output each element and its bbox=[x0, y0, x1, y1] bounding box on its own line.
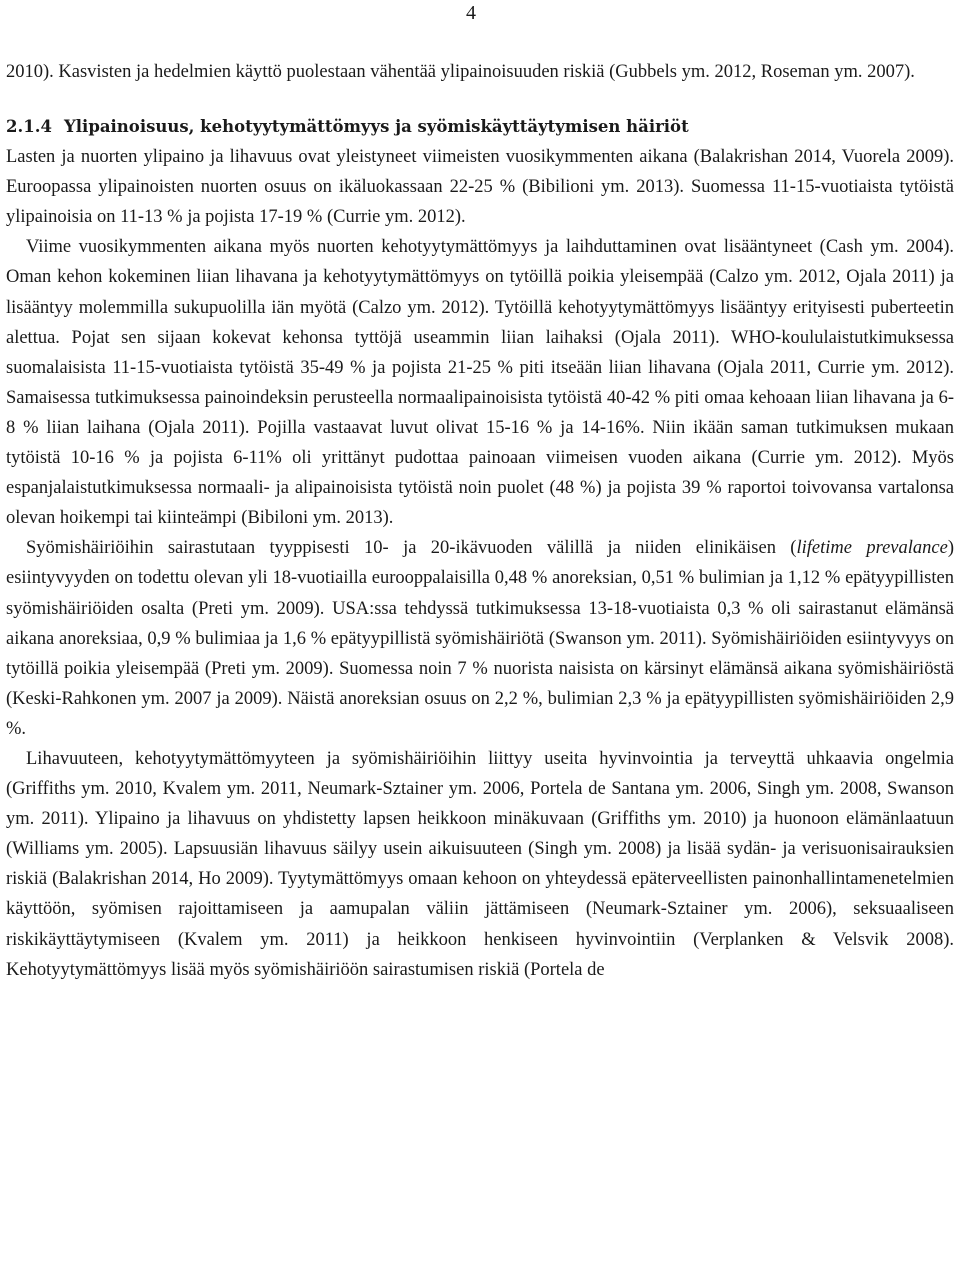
lifetime-prevalence-term: lifetime prevalance bbox=[796, 538, 948, 559]
section-heading bbox=[6, 112, 954, 142]
page-number: 4 bbox=[466, 2, 476, 24]
paragraph-body-dissatisfaction: Viime vuosikymmenten aikana myös nuorten kehotyytymättömyys ja laihduttaminen ovat lisääntyneet (Cash ym. 2004). Oman kehon kokeminen liian lihavana ja kehotyytymättömyys on tytöillä poikia yleisempää (Calzo ym. 2012, Ojala 2011) ja lisääntyy molemmilla sukupuolilla iän myötä (Calzo ym. 2012). Tytöillä kehotyytymättömyys lisääntyy erityisesti puberteetin alettua. Pojat sen sijaan kokevat kehonsa tyttöjä useammin liian laihaksi (Ojala 2011). WHO-koululaistutkimuksessa suomalaisista 11-15-vuotiaista tytöistä 35-49 % ja pojista 21-25 % piti itseään liian lihavana (Ojala 2011, Currie ym. 2012). Samaisessa tutkimuksessa painoindeksin perusteella normaalipainoisista tytöistä 40-42 % piti omaa kehoaan liian lihavana ja 6-8 % liian laihana (Ojala 2011). Pojilla vastaavat luvut olivat 15-16 % ja 14-16%. Niin ikään saman tutkimuksen mukaan tytöistä 10-16 % ja pojista 6-11% oli yrittänyt pudottaa painoaan viimeisen vuoden aikana (Currie ym. 2012). Myös espanjalaistutkimuksessa normaali- ja alipainoisista tytöistä noin puolet (48 %) ja pojista 39 % raportoi toivovansa vartalonsa olevan hoikempi tai kiinteämpi (Bibiloni ym. 2013). bbox=[6, 237, 954, 529]
paragraph-eating-disorders-start: Syömishäiriöihin sairastutaan tyyppisesti 10- ja 20-ikävuoden välillä ja niiden elinikäisen ( bbox=[26, 538, 797, 559]
section-number: 2.1.4 bbox=[6, 117, 52, 137]
paragraph-health-risks: Lihavuuteen, kehotyytymättömyyteen ja syömishäiriöihin liittyy useita hyvinvointia ja terveyttä uhkaavia ongelmia (Griffiths ym. 2010, Kvalem ym. 2011, Neumark-Sztainer ym. 2006, Portela de Santana ym. 2006, Singh ym. 2008, Swanson ym. 2011). Ylipaino ja lihavuus on yhdistetty lapsen heikkoon minäkuvaan (Griffiths ym. 2010) ja huonoon elämänlaatuun (Williams ym. 2005). Lapsuusiän lihavuus säilyy usein aikuisuuteen (Singh ym. 2008) ja lisää sydän- ja verisuonisairauksien riskiä (Balakrishan 2014, Ho 2009). Tyytymättömyys omaan kehoon on yhteydessä epäterveellisten painonhallintamenetelmien käyttöön, syömisen rajoittamiseen ja aamupalan väliin jättämiseen (Neumark-Sztainer ym. 2006), seksuaaliseen riskikäyttäytymiseen (Kvalem ym. 2011) ja heikkoon henkiseen hyvinvointiin (Verplanken & Velsvik 2008). Kehotyytymättömyys lisää myös syömishäiriöön sairastumisen riskiä (Portela de bbox=[6, 748, 954, 980]
intro-paragraph: 2010). Kasvisten ja hedelmien käyttö puolestaan vähentää ylipainoisuuden riskiä (Gubbels ym. 2012, Roseman ym. 2007). bbox=[6, 62, 915, 82]
section-spacer bbox=[6, 87, 954, 112]
section-title: Ylipainoisuus, kehotyytymättömyys ja syömiskäyttäytymisen häiriöt bbox=[64, 117, 689, 137]
paragraph-eating-disorders bbox=[6, 533, 954, 744]
paragraph-obesity-prevalence: Lasten ja nuorten ylipaino ja lihavuus ovat yleistyneet viimeisten vuosikymmenten aikana (Balakrishan 2014, Vuorela 2009). Euroopassa ylipainoisten nuorten osuus on ikäluokassaan 22-25 % (Bibilioni ym. 2013). Suomessa 11-15-vuotiaista tytöistä ylipainoisia on 11-13 % ja pojista 17-19 % (Currie ym. 2012). bbox=[6, 147, 954, 228]
page-body bbox=[6, 57, 954, 985]
paragraph-eating-disorders-end: ) esiintyvyyden on todettu olevan yli 18-vuotiailla eurooppalaisilla 0,48 % anoreksian, 0,51 % bulimian ja 1,12 % epätyypillisten syömishäiriöiden osalta (Preti ym. 2009). USA:ssa tehdyssä tutkimuksessa 13-18-vuotiaista 0,3 % oli sairastanut elämänsä aikana anoreksiaa, 0,9 % bulimiaa ja 1,6 % epätyypillistä syömishäiriötä (Swanson ym. 2011). Syömishäiriöiden esiintyvyys on tytöillä poikia yleisempää (Preti ym. 2009). Suomessa noin 7 % nuorista naisista on kärsinyt elämänsä aikana syömishäiriöstä (Keski-Rahkonen ym. 2007 ja 2009). Näistä anoreksian osuus on 2,2 %, bulimian 2,3 % ja epätyypillisten syömishäiriöiden 2,9 %. bbox=[6, 538, 955, 739]
